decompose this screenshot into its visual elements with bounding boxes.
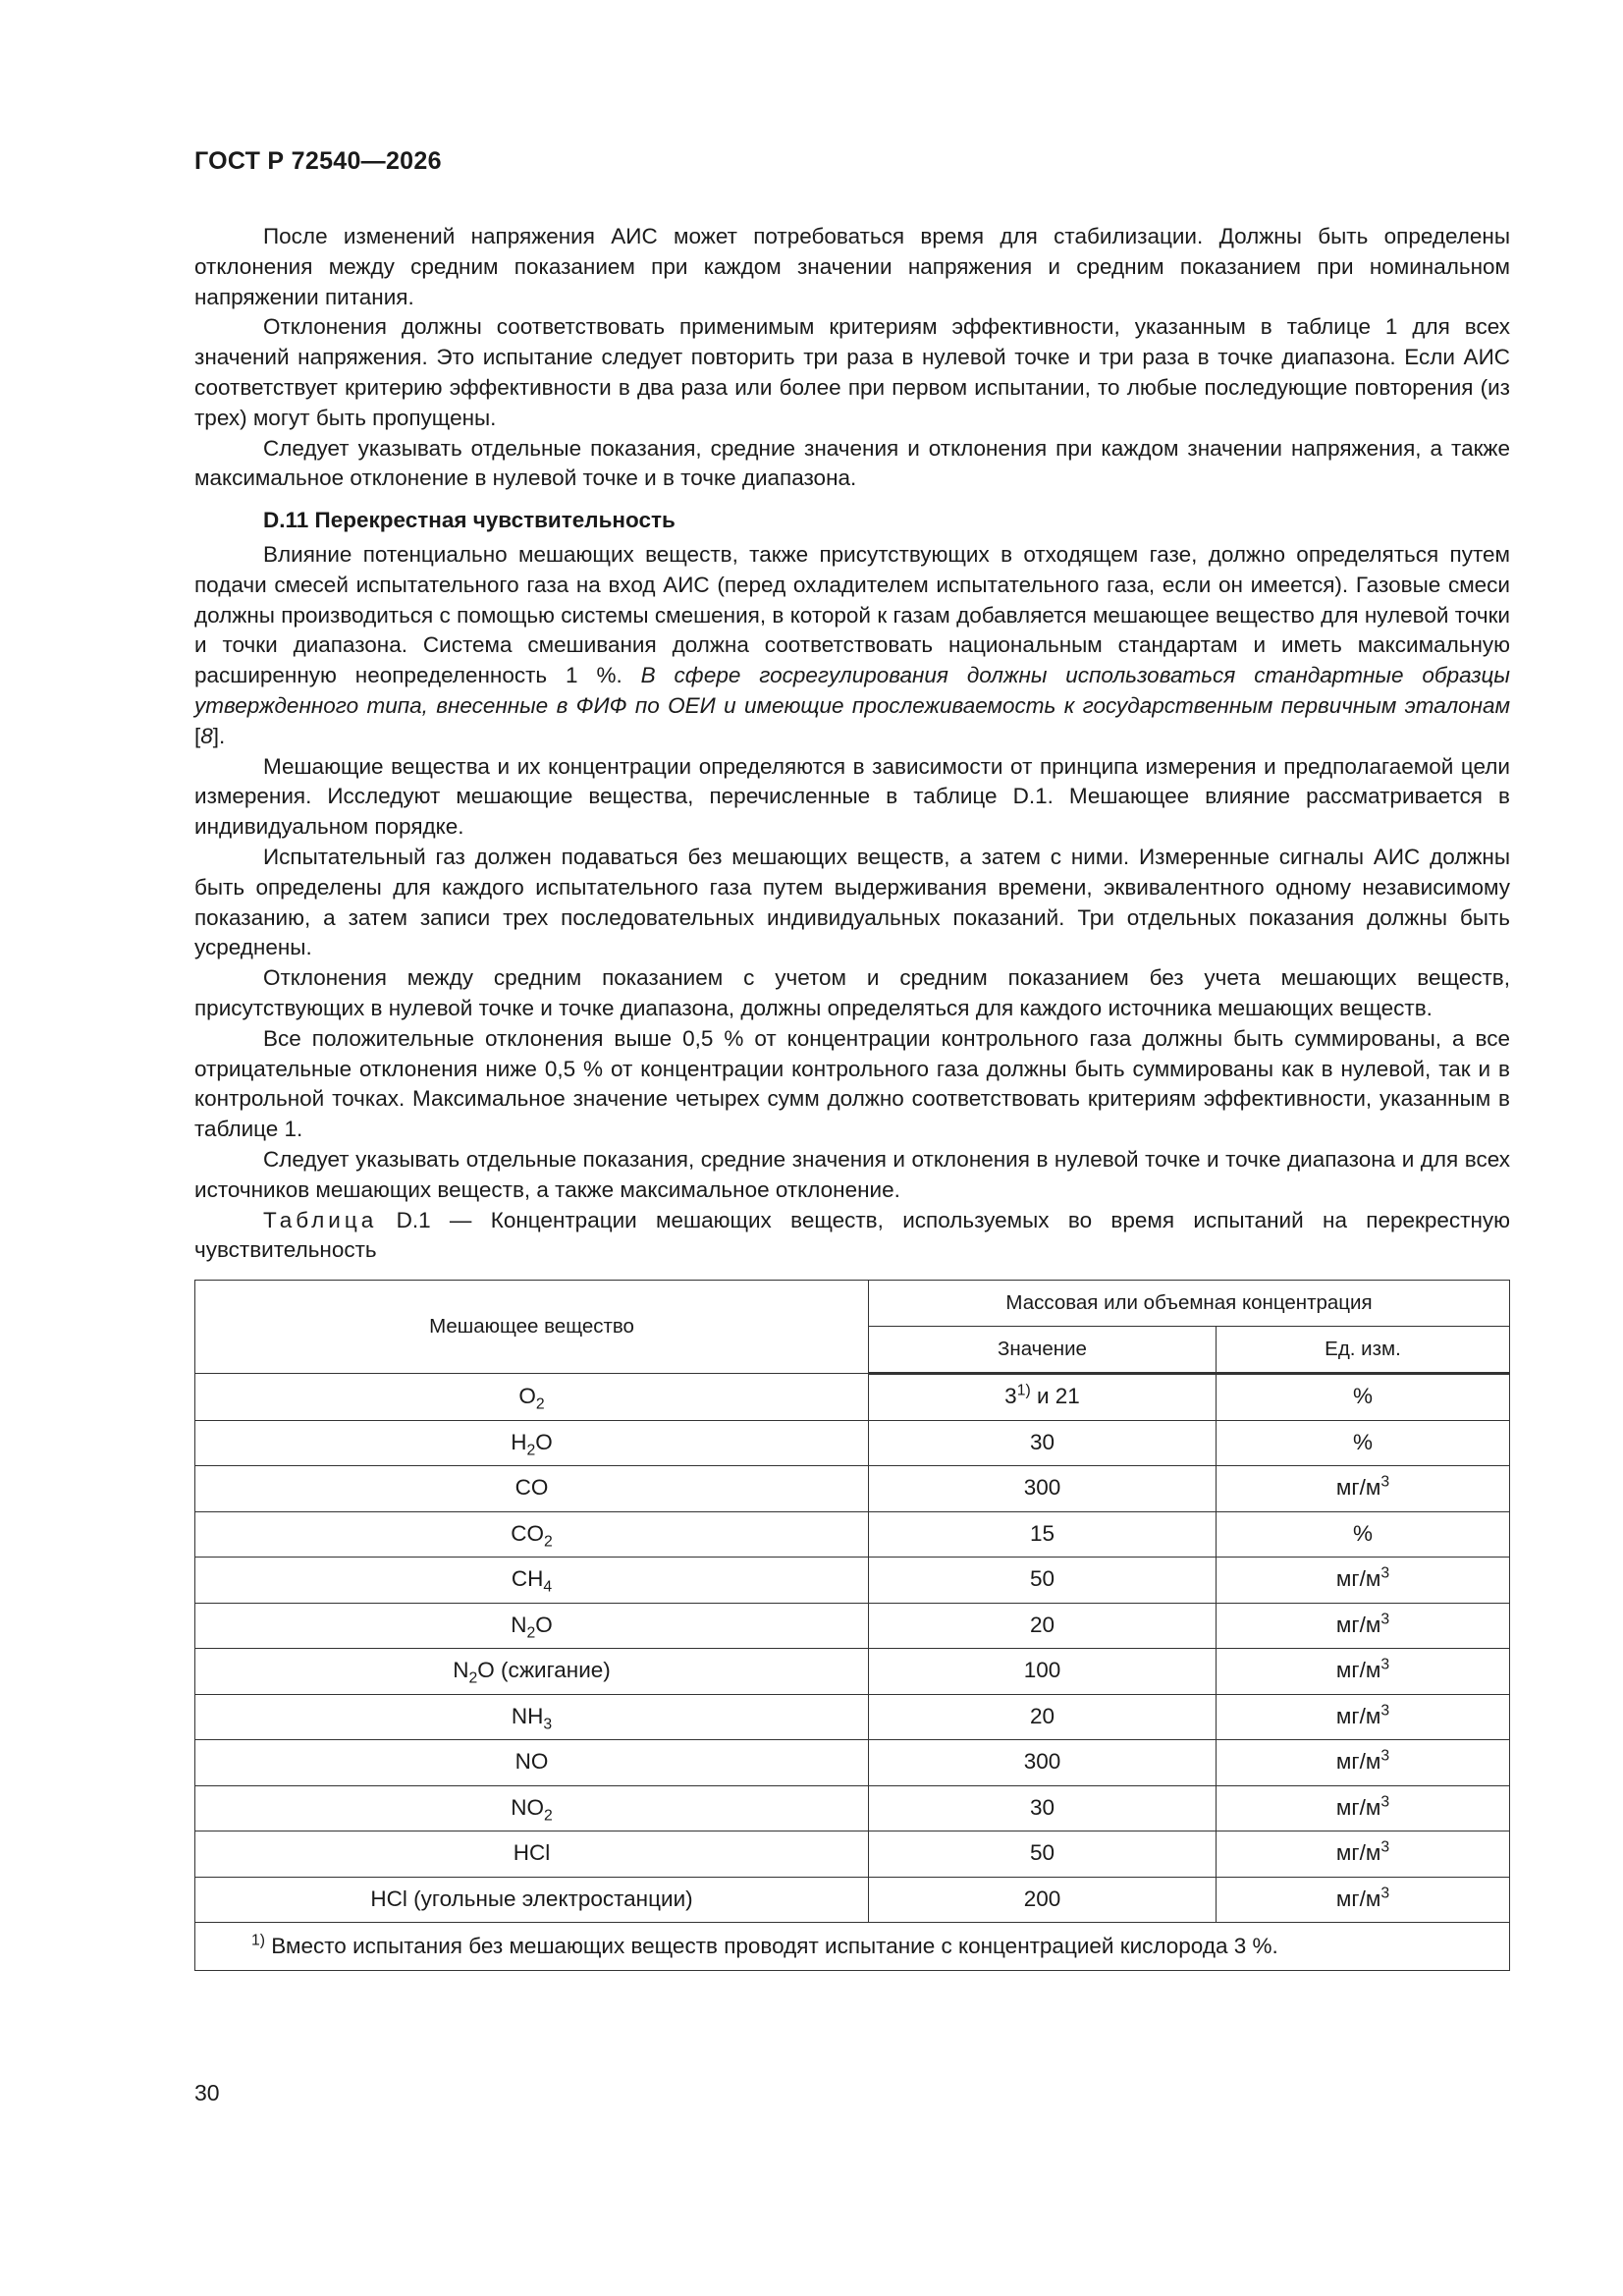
value-cell <box>869 1603 1217 1649</box>
paragraph: После изменений напряжения АИС может потребоваться время для стабилизации. Должны быть определены отклонения между средним показанием при каждом значении напряжения и средним показанием при номинальном напряжении питания. <box>194 224 1510 309</box>
paragraph: Все положительные отклонения выше 0,5 % от концентрации контрольного газа должны быть суммированы, а все отрицательные отклонения ниже 0,5 % от концентрации контрольного газа должны быть суммированы как в нулевой, так и в контрольной точках. Максимальное значение четырех сумм должно соответствовать критериям эффективности, указанным в таблице 1. <box>194 1025 1510 1142</box>
table-footnote-row <box>195 1923 1510 1971</box>
formula-base: HCl <box>513 1840 551 1866</box>
value-cell <box>869 1877 1217 1923</box>
value-cell <box>869 1420 1217 1466</box>
unit-cell <box>1217 1374 1510 1421</box>
value-cell <box>869 1694 1217 1740</box>
table-caption-text: D.1 — Концентрации мешающих веществ, используемых во время испытаний на перекрестную чувствительность <box>194 1207 1510 1263</box>
value-text: 300 <box>1023 1749 1061 1775</box>
substance-cell <box>195 1877 869 1923</box>
table-row <box>195 1374 1510 1421</box>
interfering-substances-table <box>194 1280 1510 1971</box>
unit-cell <box>1217 1877 1510 1923</box>
unit-cell <box>1217 1649 1510 1695</box>
unit-cell <box>1217 1740 1510 1786</box>
paragraph: Следует указывать отдельные показания, средние значения и отклонения при каждом значении напряжения, а также максимальное отклонение в нулевой точке и в точке диапазона. <box>194 435 1510 491</box>
section-heading: D.11 Перекрестная чувствительность <box>263 508 676 533</box>
unit-text: мг/м <box>1335 1658 1381 1683</box>
unit-text: мг/м <box>1335 1794 1381 1820</box>
formula-tail: O <box>535 1429 553 1454</box>
table-row <box>195 1694 1510 1740</box>
formula-subscript: 2 <box>526 1442 536 1459</box>
unit-superscript: 3 <box>1380 1793 1390 1811</box>
unit-text: мг/м <box>1335 1749 1381 1775</box>
value-text: 20 <box>1029 1612 1055 1637</box>
unit-cell <box>1217 1511 1510 1558</box>
table-row <box>195 1831 1510 1878</box>
formula-subscript: 2 <box>543 1807 553 1825</box>
value-cell <box>869 1649 1217 1695</box>
document-body <box>194 222 1510 1971</box>
unit-text: % <box>1352 1429 1373 1454</box>
formula-subscript: 3 <box>543 1716 553 1733</box>
column-header-value: Значение <box>869 1327 1217 1374</box>
substance-cell <box>195 1649 869 1695</box>
table-label: Таблица <box>263 1207 378 1232</box>
paragraph: Отклонения должны соответствовать применимым критериям эффективности, указанным в таблице 1 для всех значений напряжения. Это испытание следует повторить три раза в нулевой точке и три раза в точке диапазона. Если АИС соответствует критерию эффективности в два раза или более при первом испытании, то любые последующие повторения (из трех) могут быть пропущены. <box>194 314 1510 430</box>
unit-cell <box>1217 1785 1510 1831</box>
substance-cell <box>195 1785 869 1831</box>
unit-text: мг/м <box>1335 1612 1381 1637</box>
value-text: 30 <box>1029 1794 1055 1820</box>
column-header-unit: Ед. изм. <box>1217 1327 1510 1374</box>
value-text: 15 <box>1029 1520 1055 1546</box>
substance-cell <box>195 1740 869 1786</box>
table-row <box>195 1511 1510 1558</box>
value-cell <box>869 1740 1217 1786</box>
column-header-concentration: Массовая или объемная концентрация <box>869 1281 1510 1327</box>
unit-text: % <box>1352 1384 1373 1409</box>
formula-base: CH <box>511 1566 544 1592</box>
formula-base: NO <box>511 1794 544 1820</box>
column-header-substance: Мешающее вещество <box>195 1281 869 1374</box>
unit-cell <box>1217 1603 1510 1649</box>
table-row <box>195 1877 1510 1923</box>
unit-text: мг/м <box>1335 1475 1381 1501</box>
unit-text: мг/м <box>1335 1703 1381 1728</box>
table-body <box>195 1374 1510 1923</box>
footnote-mark: 1) <box>251 1932 266 1949</box>
substance-cell <box>195 1831 869 1878</box>
value-footnote-mark: 1) <box>1016 1382 1031 1399</box>
value-cell <box>869 1831 1217 1878</box>
formula-base: CO <box>514 1475 549 1501</box>
value-text: 50 <box>1029 1566 1055 1592</box>
paragraph: Испытательный газ должен подаваться без мешающих веществ, а затем с ними. Измеренные сигналы АИС должны быть определены для каждого испытательного газа путем выдерживания времени, эквивалентного одному независимому показанию, а затем записи трех последовательных индивидуальных показаний. Три отдельных показания должны быть усреднены. <box>194 844 1510 960</box>
unit-superscript: 3 <box>1380 1656 1390 1673</box>
unit-superscript: 3 <box>1380 1838 1390 1856</box>
unit-superscript: 3 <box>1380 1473 1390 1491</box>
formula-subscript: 4 <box>543 1578 553 1596</box>
unit-superscript: 3 <box>1380 1747 1390 1765</box>
substance-cell <box>195 1603 869 1649</box>
formula-base: NH <box>511 1703 544 1728</box>
paragraph: Влияние потенциально мешающих веществ, также присутствующих в отходящем газе, должно определяться путем подачи смесей испытательного газа на вход АИС (перед охладителем испытательного газа, если он имеется). Газовые смеси должны производиться с помощью системы смешения, в которой к газам добавляется мешающее вещество для нулевой точки и точки диапазона. Система смешивания должна соответствовать национальным стандартам и иметь максимальную расширенную неопределенность 1 %. В сфере госрегулирования должны использоваться стандартные образцы утвержденного типа, внесенные в ФИФ по ОЕИ и имеющие прослеживаемость к государственным первичным эталонам [8]. <box>194 541 1510 748</box>
footnote-text: Вместо испытания без мешающих веществ проводят испытание с концентрацией кислорода 3 %. <box>265 1933 1278 1958</box>
reference-number: 8 <box>200 723 213 748</box>
formula-base: O <box>518 1383 536 1408</box>
value-text: 3 <box>1004 1384 1017 1409</box>
substance-cell <box>195 1511 869 1558</box>
formula-base: HCl (угольные электростанции) <box>370 1886 693 1911</box>
formula-subscript: 2 <box>468 1669 478 1687</box>
value-text: 300 <box>1023 1475 1061 1501</box>
unit-cell <box>1217 1420 1510 1466</box>
value-cell <box>869 1374 1217 1421</box>
value-text: 200 <box>1023 1886 1061 1911</box>
formula-base: N <box>511 1612 527 1637</box>
substance-cell <box>195 1558 869 1604</box>
unit-superscript: 3 <box>1380 1611 1390 1628</box>
unit-superscript: 3 <box>1380 1564 1390 1582</box>
paragraph: Отклонения между средним показанием с учетом и средним показанием без учета мешающих веществ, присутствующих в нулевой точке и точке диапазона, должны определяться для каждого источника мешающих веществ. <box>194 965 1510 1020</box>
paragraph: Следует указывать отдельные показания, средние значения и отклонения в нулевой точке и точке диапазона и для всех источников мешающих веществ, а также максимальное отклонение. <box>194 1146 1510 1202</box>
table-row <box>195 1420 1510 1466</box>
unit-cell <box>1217 1558 1510 1604</box>
formula-subscript: 2 <box>543 1533 553 1551</box>
substance-cell <box>195 1466 869 1512</box>
paragraph-italic-text: В сфере госрегулирования должны использоваться стандартные образцы утвержденного типа, внесенные в ФИФ по ОЕИ и имеющие прослеживаемость к государственным первичным эталонам <box>194 663 1510 718</box>
formula-base: CO <box>511 1520 544 1546</box>
table-footnote <box>195 1923 1510 1971</box>
unit-text: мг/м <box>1335 1886 1381 1911</box>
value-text: 20 <box>1029 1703 1055 1728</box>
value-text: 50 <box>1029 1840 1055 1866</box>
table-row <box>195 1649 1510 1695</box>
unit-cell <box>1217 1466 1510 1512</box>
formula-base: NO <box>514 1749 549 1775</box>
table-caption <box>194 1206 1510 1267</box>
paragraph: Мешающие вещества и их концентрации определяются в зависимости от принципа измерения и предполагаемой цели измерения. Исследуют мешающие вещества, перечисленные в таблице D.1. Мешающее влияние рассматривается в индивидуальном порядке. <box>194 753 1510 840</box>
value-tail: и 21 <box>1030 1384 1080 1409</box>
value-text: 30 <box>1029 1429 1055 1454</box>
formula-base: H <box>511 1429 527 1454</box>
formula-subscript: 2 <box>535 1395 545 1413</box>
table-row <box>195 1740 1510 1786</box>
value-cell <box>869 1785 1217 1831</box>
unit-superscript: 3 <box>1380 1702 1390 1720</box>
table-row <box>195 1466 1510 1512</box>
document-header: ГОСТ Р 72540—2026 <box>194 147 442 175</box>
unit-cell <box>1217 1694 1510 1740</box>
table-row <box>195 1785 1510 1831</box>
formula-subscript: 2 <box>526 1624 536 1642</box>
formula-base: N <box>453 1658 469 1683</box>
unit-text: % <box>1352 1520 1373 1546</box>
table-row <box>195 1603 1510 1649</box>
value-text: 100 <box>1023 1658 1061 1683</box>
unit-cell <box>1217 1831 1510 1878</box>
value-cell <box>869 1466 1217 1512</box>
paragraph-text: Влияние потенциально мешающих веществ, также присутствующих в отходящем газе, должно определяться путем подачи смесей испытательного газа на вход АИС (перед охладителем испытательного газа, если он имеется). Газовые смеси должны производиться с помощью системы смешения, в которой к газам добавляется мешающее вещество для нулевой точки и точки диапазона. Система смешивания должна соответствовать национальным стандартам и иметь максимальную расширенную неопределенность 1 %. <box>194 541 1510 688</box>
value-cell <box>869 1511 1217 1558</box>
unit-text: мг/м <box>1335 1840 1381 1866</box>
substance-cell <box>195 1420 869 1466</box>
unit-text: мг/м <box>1335 1566 1381 1592</box>
formula-tail: O (сжигание) <box>477 1658 611 1683</box>
table-row <box>195 1558 1510 1604</box>
substance-cell <box>195 1694 869 1740</box>
value-cell <box>869 1558 1217 1604</box>
substance-cell <box>195 1374 869 1421</box>
unit-superscript: 3 <box>1380 1885 1390 1902</box>
page-number: 30 <box>194 2080 220 2105</box>
formula-tail: O <box>535 1612 553 1637</box>
